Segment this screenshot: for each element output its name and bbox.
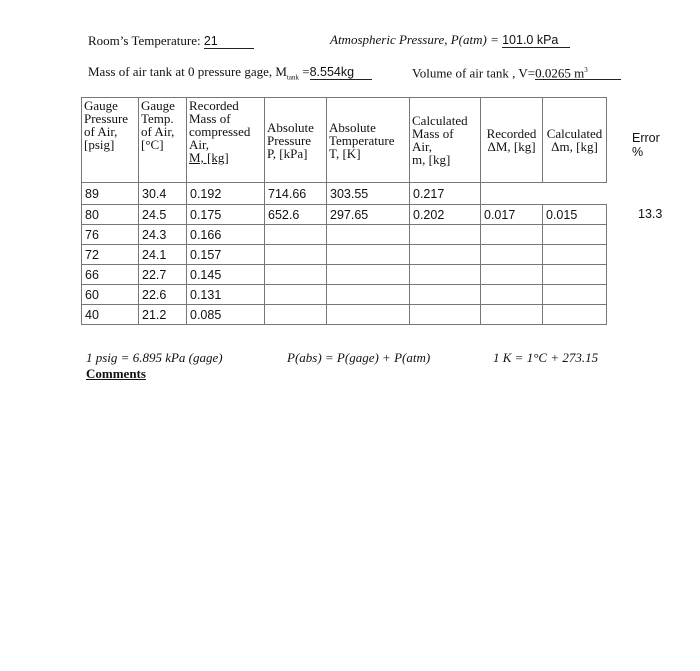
header-line: Mass of (189, 111, 231, 126)
table-cell (265, 245, 327, 265)
header-line: ΔM, [kg] (487, 139, 536, 154)
tank-volume-number: 0.0265 m (535, 65, 585, 81)
comments-heading: Comments (86, 366, 146, 381)
tank-mass-text: Mass of air tank at 0 pressure gage, M (88, 64, 287, 79)
table-row (82, 265, 607, 285)
room-temperature-label (88, 33, 254, 49)
room-temperature-value: 21 (204, 35, 254, 49)
table-cell (410, 285, 481, 305)
error-label: Error (632, 131, 660, 145)
tank-volume-value (535, 64, 621, 80)
table-cell: 89 (82, 183, 139, 205)
header-line: [psig] (84, 137, 115, 152)
table-cell (410, 265, 481, 285)
header-line: Absolute (267, 119, 314, 135)
header-line: Pressure (84, 111, 129, 126)
tank-mass-subscript: tank (286, 73, 299, 82)
kelvin-conversion-note: 1 K = 1°C + 273.15 (493, 350, 599, 365)
table-row (82, 285, 607, 305)
tank-mass-value: 8.554kg (310, 66, 372, 80)
table-cell: 652.6 (265, 205, 327, 225)
header-line: Gauge (84, 98, 118, 113)
table-cell: 0.175 (187, 205, 265, 225)
header-line: T, [K] (329, 145, 361, 161)
table-cell (410, 245, 481, 265)
table-cell: 80 (82, 205, 139, 225)
table-cell: 24.5 (139, 205, 187, 225)
table-cell: 0.017 (481, 205, 543, 225)
header-absolute-pressure (265, 98, 327, 183)
table-cell: 60 (82, 285, 139, 305)
header-line: of Air, (84, 124, 118, 139)
header-line: P, [kPa] (267, 145, 308, 161)
table-cell (327, 285, 410, 305)
table-cell (481, 265, 543, 285)
room-temperature-text: Room’s Temperature: (88, 33, 201, 48)
error-column-header (632, 131, 660, 159)
header-line: Gauge (141, 98, 175, 113)
header-line: Pressure (267, 132, 312, 148)
table-cell: 21.2 (139, 305, 187, 325)
table-cell: 0.131 (187, 285, 265, 305)
header-line: [°C] (141, 137, 164, 152)
error-value-row-2: 13.3 (638, 207, 663, 221)
table-cell: 0.217 (410, 183, 481, 205)
table-cell (543, 305, 607, 325)
header-recorded-delta-mass (481, 98, 543, 183)
header-line: Air, (412, 139, 433, 154)
tank-mass-label (88, 64, 372, 82)
table-row (82, 205, 607, 225)
header-line: Calculated (412, 113, 468, 128)
table-cell: 297.65 (327, 205, 410, 225)
tank-mass-equals: = (298, 64, 310, 79)
table-cell (481, 285, 543, 305)
table-row (82, 183, 607, 205)
header-line: Recorded (486, 126, 537, 141)
table-cell: 0.202 (410, 205, 481, 225)
table-row (82, 305, 607, 325)
header-line: Mass of (412, 126, 454, 141)
header-line: Temperature (329, 132, 395, 148)
table-cell: 40 (82, 305, 139, 325)
table-cell (265, 225, 327, 245)
tank-volume-unit-exponent: 3 (584, 66, 588, 74)
table-cell: 0.015 (543, 205, 607, 225)
table-cell (410, 305, 481, 325)
table-cell (265, 265, 327, 285)
header-line: Δm, [kg] (551, 139, 598, 154)
table-cell: 66 (82, 265, 139, 285)
table-cell: 0.145 (187, 265, 265, 285)
table-cell: 0.157 (187, 245, 265, 265)
header-line: Temp. (141, 111, 174, 126)
atmospheric-pressure-value: 101.0 kPa (502, 34, 570, 48)
header-recorded-mass (187, 98, 265, 183)
atmospheric-pressure-label (330, 32, 570, 48)
table-cell (265, 305, 327, 325)
table-row (82, 225, 607, 245)
table-cell (543, 225, 607, 245)
table-cell: 24.3 (139, 225, 187, 245)
header-line: Absolute (329, 119, 376, 135)
table-cell: 22.6 (139, 285, 187, 305)
table-body (82, 183, 607, 325)
header-line: compressed (189, 124, 251, 139)
header-line: Recorded (189, 98, 239, 113)
table-cell: 76 (82, 225, 139, 245)
table-cell (481, 225, 543, 245)
header-line: m, [kg] (412, 152, 451, 167)
header-line: of Air, (141, 124, 175, 139)
table-cell: 72 (82, 245, 139, 265)
table-cell: 714.66 (265, 183, 327, 205)
header-calculated-mass (410, 98, 481, 183)
table-cell: 0.192 (187, 183, 265, 205)
table-cell: 22.7 (139, 265, 187, 285)
table-cell (327, 225, 410, 245)
header-line: M, [kg] (189, 150, 229, 165)
tank-volume-label (412, 64, 621, 81)
table-cell (543, 245, 607, 265)
table-cell (543, 265, 607, 285)
tank-volume-text: Volume of air tank , V= (412, 65, 536, 81)
table-row (82, 245, 607, 265)
absolute-pressure-formula: P(abs) = P(gage) + P(atm) (287, 350, 431, 365)
table-cell: 24.1 (139, 245, 187, 265)
table-cell (327, 305, 410, 325)
table-cell (410, 225, 481, 245)
header-calculated-delta-mass (543, 98, 607, 183)
table-cell: 303.55 (327, 183, 410, 205)
header-line: Air, (189, 137, 210, 152)
table-cell: 0.166 (187, 225, 265, 245)
atmospheric-pressure-text: Atmospheric Pressure, P(atm) = (330, 32, 503, 47)
header-gauge-temperature (139, 98, 187, 183)
header-absolute-temperature (327, 98, 410, 183)
header-gauge-pressure (82, 98, 139, 183)
table-header-row (82, 98, 607, 183)
table-cell (265, 285, 327, 305)
psig-conversion-note: 1 psig = 6.895 kPa (gage) (86, 350, 223, 365)
table-cell (481, 305, 543, 325)
error-percent-label: % (632, 145, 644, 159)
table-cell: 0.085 (187, 305, 265, 325)
table-cell (543, 285, 607, 305)
table-cell: 30.4 (139, 183, 187, 205)
table-cell (327, 265, 410, 285)
header-line: Calculated (546, 126, 603, 141)
table-cell (327, 245, 410, 265)
table-cell (481, 245, 543, 265)
measurement-table (81, 97, 607, 325)
